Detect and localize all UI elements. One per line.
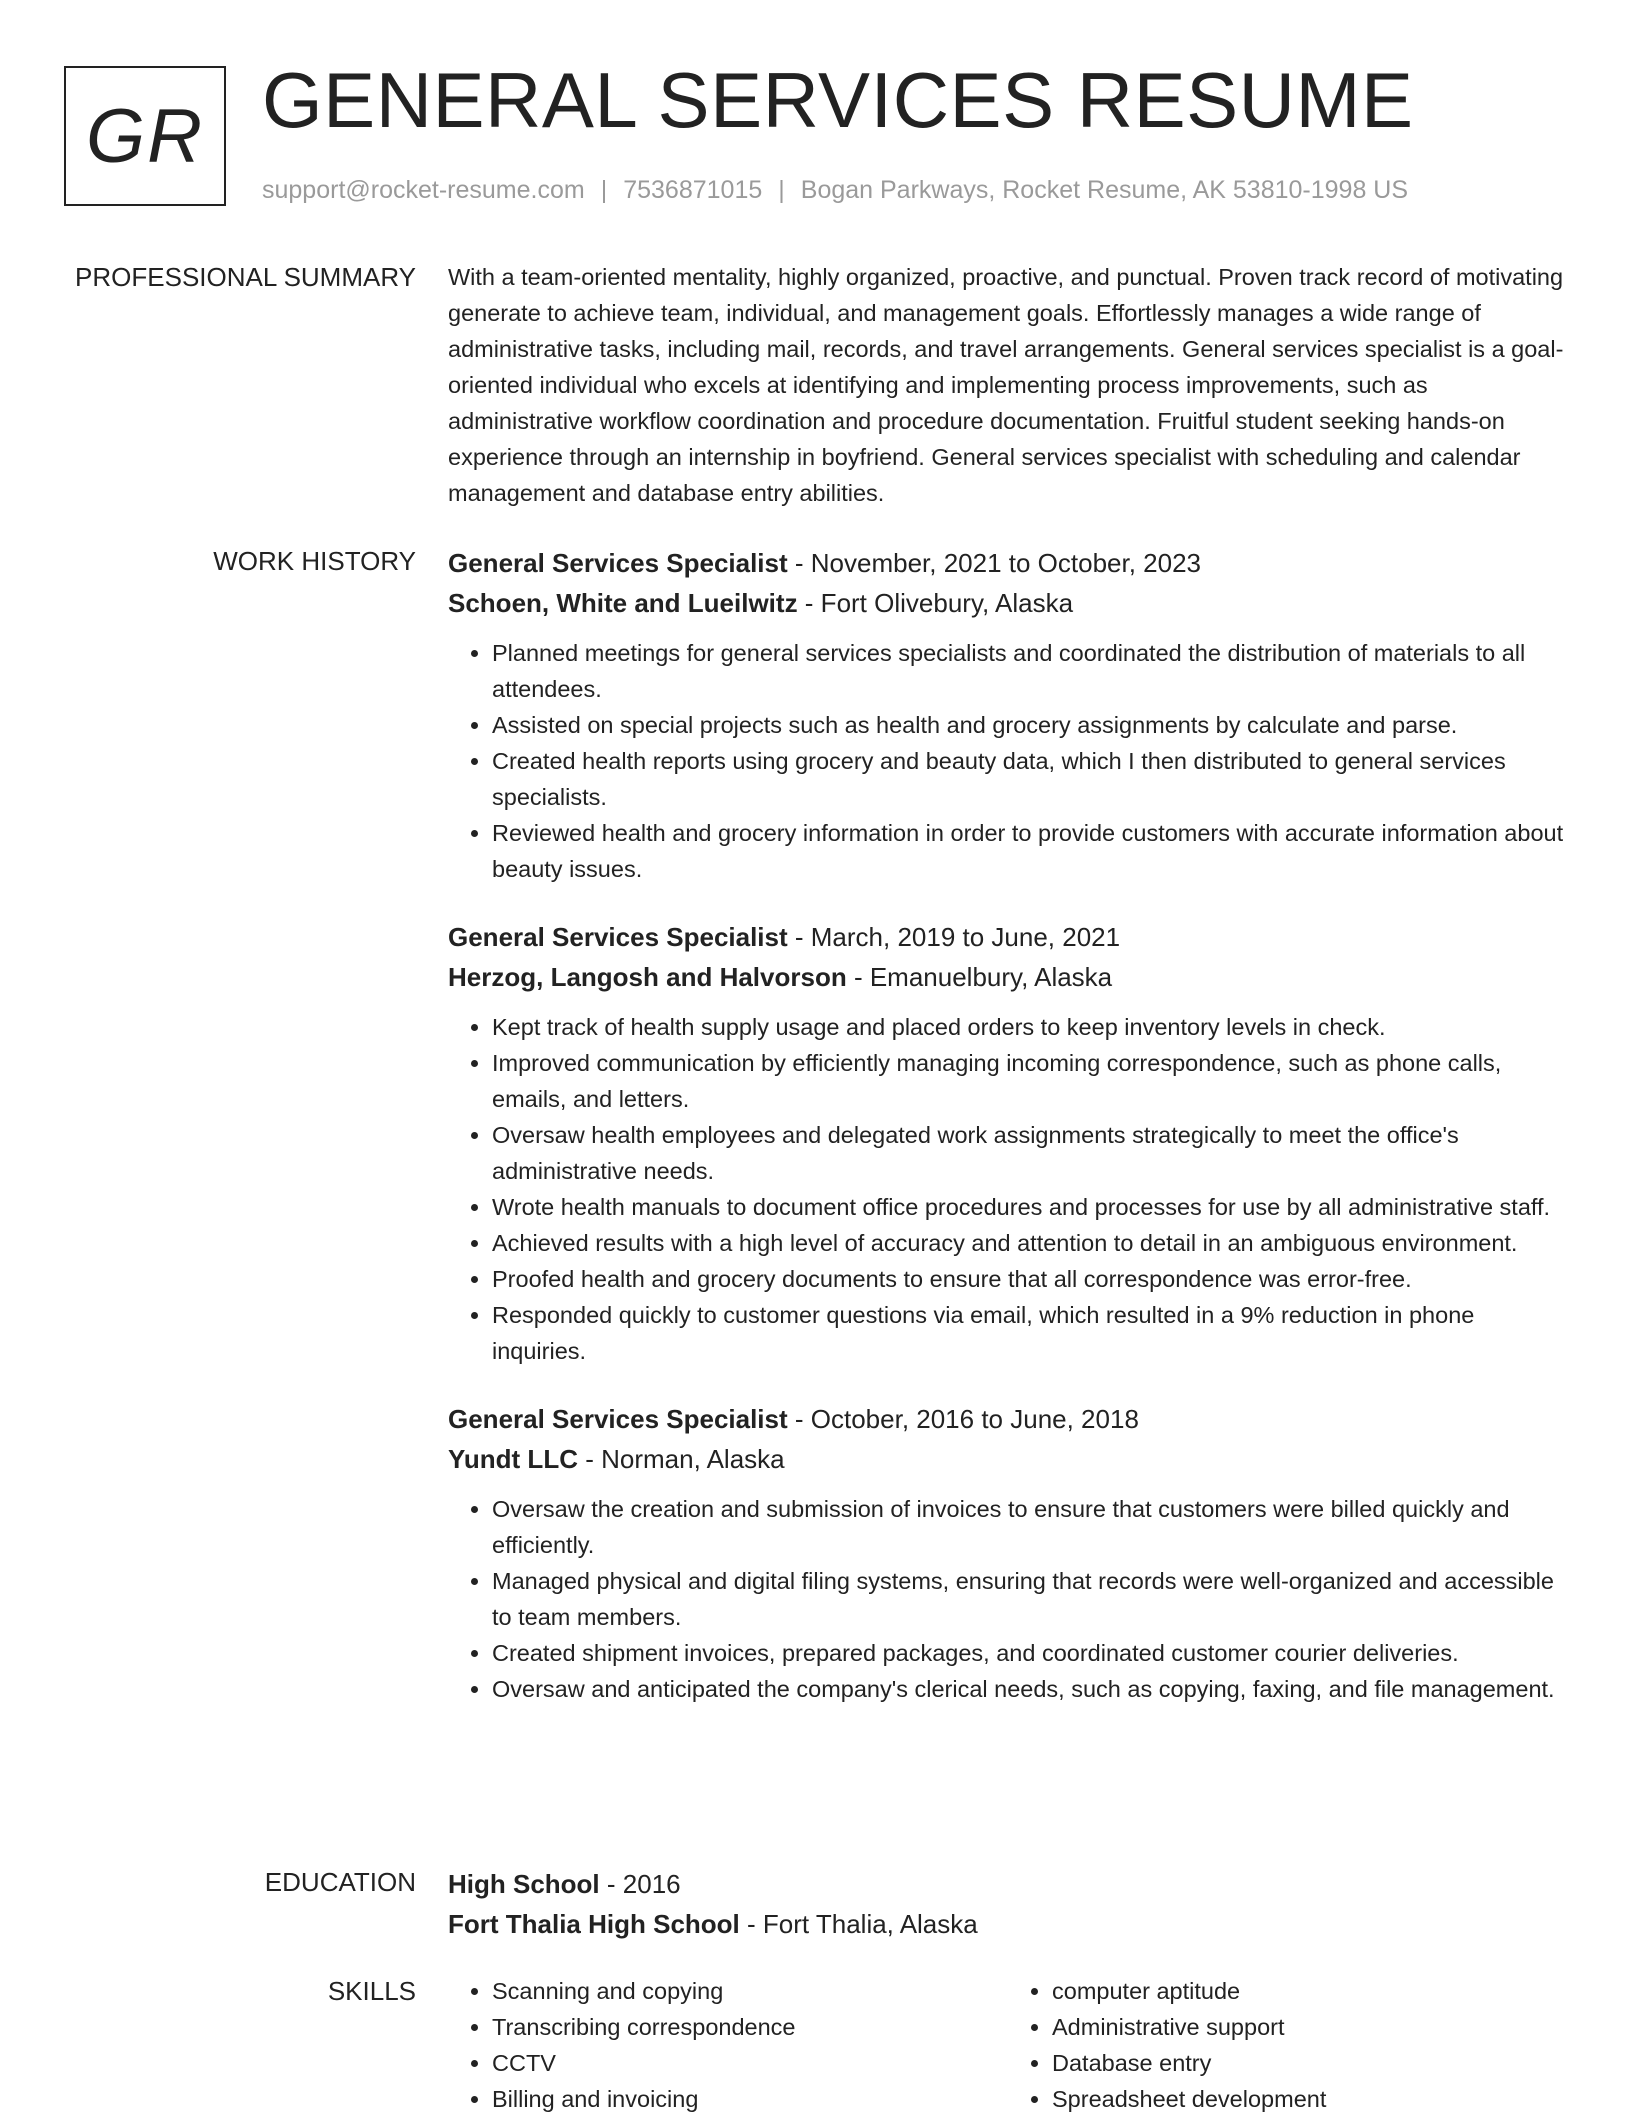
education-degree-line: [448, 1864, 1568, 1904]
job-bullet: • Managed physical and digital filing systems, ensuring that records were well-organized and accessible to team members.: [492, 1563, 1568, 1635]
job-company: Yundt LLC: [448, 1444, 578, 1474]
job-list: [448, 543, 1568, 1737]
skills-list-left: [448, 1973, 1008, 2117]
job-entry: [448, 543, 1568, 887]
contact-separator: |: [778, 176, 785, 204]
job-entry: [448, 1399, 1568, 1707]
job-bullets: [448, 1491, 1568, 1707]
job-location: - Norman, Alaska: [577, 1444, 785, 1474]
education-school-line: [448, 1904, 1568, 1944]
job-bullet: • Planned meetings for general services specialists and coordinated the distribution of materials to all attendees.: [492, 635, 1568, 707]
job-title-line: [448, 1399, 1568, 1439]
skill-item: • Spreadsheet development: [1052, 2081, 1568, 2117]
education-heading: EDUCATION: [264, 1867, 416, 1897]
job-role: General Services Specialist: [448, 548, 788, 578]
job-bullet: • Kept track of health supply usage and placed orders to keep inventory levels in check.: [492, 1009, 1568, 1045]
job-title-line: [448, 543, 1568, 583]
job-bullet: • Oversaw and anticipated the company's clerical needs, such as copying, faxing, and file management.: [492, 1671, 1568, 1707]
skill-item: • Scanning and copying: [492, 1973, 1008, 2009]
summary-text: With a team-oriented mentality, highly organized, proactive, and punctual. Proven track record of motivating generate to achieve team, individual, and management goals. Effortlessly manages a wide range of administrative tasks, including mail, records, and travel arrangements. General services specialist is a goal-oriented individual who excels at identifying and implementing process improvements, such as administrative workflow coordination and procedure documentation. Fruitful student seeking hands-on experience through an internship in boyfriend. General services specialist with scheduling and calendar management and database entry abilities.: [448, 264, 1564, 506]
contact-phone[interactable]: 7536871015: [623, 176, 763, 204]
skill-item: • Administrative support: [1052, 2009, 1568, 2045]
job-company-line: [448, 1439, 1568, 1479]
job-bullet: • Oversaw the creation and submission of invoices to ensure that customers were billed quickly and efficiently.: [492, 1491, 1568, 1563]
contact-separator: |: [600, 176, 608, 204]
skill-item: • Billing and invoicing: [492, 2081, 1008, 2117]
education-year: - 2016: [599, 1869, 681, 1899]
education-school: Fort Thalia High School: [448, 1909, 740, 1939]
skills-heading: SKILLS: [327, 1976, 416, 2006]
job-title-line: [448, 917, 1568, 957]
job-location: - Emanuelbury, Alaska: [846, 962, 1113, 992]
job-bullet: • Created shipment invoices, prepared packages, and coordinated customer courier deliveries.: [492, 1635, 1568, 1671]
job-bullet: • Assisted on special projects such as health and grocery assignments by calculate and parse.: [492, 707, 1568, 743]
job-bullet: • Reviewed health and grocery information in order to provide customers with accurate information about beauty issues.: [492, 815, 1568, 887]
initials-text: GR: [86, 93, 204, 179]
job-bullets: [448, 635, 1568, 887]
skill-item: • Database entry: [1052, 2045, 1568, 2081]
job-bullet: • Oversaw health employees and delegated work assignments strategically to meet the office's administrative needs.: [492, 1117, 1568, 1189]
job-entry: [448, 917, 1568, 1369]
job-bullets: [448, 1009, 1568, 1369]
job-role: General Services Specialist: [448, 922, 788, 952]
skills-columns: [448, 1973, 1568, 2117]
job-bullet: • Proofed health and grocery documents to ensure that all correspondence was error-free.: [492, 1261, 1568, 1297]
job-bullet: • Created health reports using grocery and beauty data, which I then distributed to general services specialists.: [492, 743, 1568, 815]
job-company-line: [448, 957, 1568, 997]
summary-heading: PROFESSIONAL SUMMARY: [75, 262, 416, 292]
job-company: Herzog, Langosh and Halvorson: [448, 962, 847, 992]
job-dates: - October, 2016 to June, 2018: [787, 1404, 1139, 1434]
job-dates: - November, 2021 to October, 2023: [787, 548, 1202, 578]
skill-item: • computer aptitude: [1052, 1973, 1568, 2009]
resume-title: GENERAL SERVICES RESUME: [262, 56, 1414, 144]
skill-item: • Transcribing correspondence: [492, 2009, 1008, 2045]
job-location: - Fort Olivebury, Alaska: [797, 588, 1074, 618]
job-dates: - March, 2019 to June, 2021: [787, 922, 1121, 952]
job-bullet: • Responded quickly to customer questions via email, which resulted in a 9% reduction in phone inquiries.: [492, 1297, 1568, 1369]
work-history-heading: WORK HISTORY: [213, 546, 416, 576]
skills-list-right: [1008, 1973, 1568, 2117]
education-degree: High School: [448, 1869, 600, 1899]
job-company: Schoen, White and Lueilwitz: [448, 588, 798, 618]
job-role: General Services Specialist: [448, 1404, 788, 1434]
job-bullet: • Improved communication by efficiently managing incoming correspondence, such as phone calls, emails, and letters.: [492, 1045, 1568, 1117]
job-bullet: • Achieved results with a high level of accuracy and attention to detail in an ambiguous environment.: [492, 1225, 1568, 1261]
initials-monogram: [64, 66, 226, 206]
education-location: - Fort Thalia, Alaska: [739, 1909, 978, 1939]
job-company-line: [448, 583, 1568, 623]
job-bullet: • Wrote health manuals to document office procedures and processes for use by all administrative staff.: [492, 1189, 1568, 1225]
contact-email[interactable]: support@rocket-resume.com: [262, 176, 585, 204]
contact-line: [262, 176, 1408, 205]
contact-address: Bogan Parkways, Rocket Resume, AK 53810-1998 US: [800, 176, 1409, 204]
skill-item: • CCTV: [492, 2045, 1008, 2081]
